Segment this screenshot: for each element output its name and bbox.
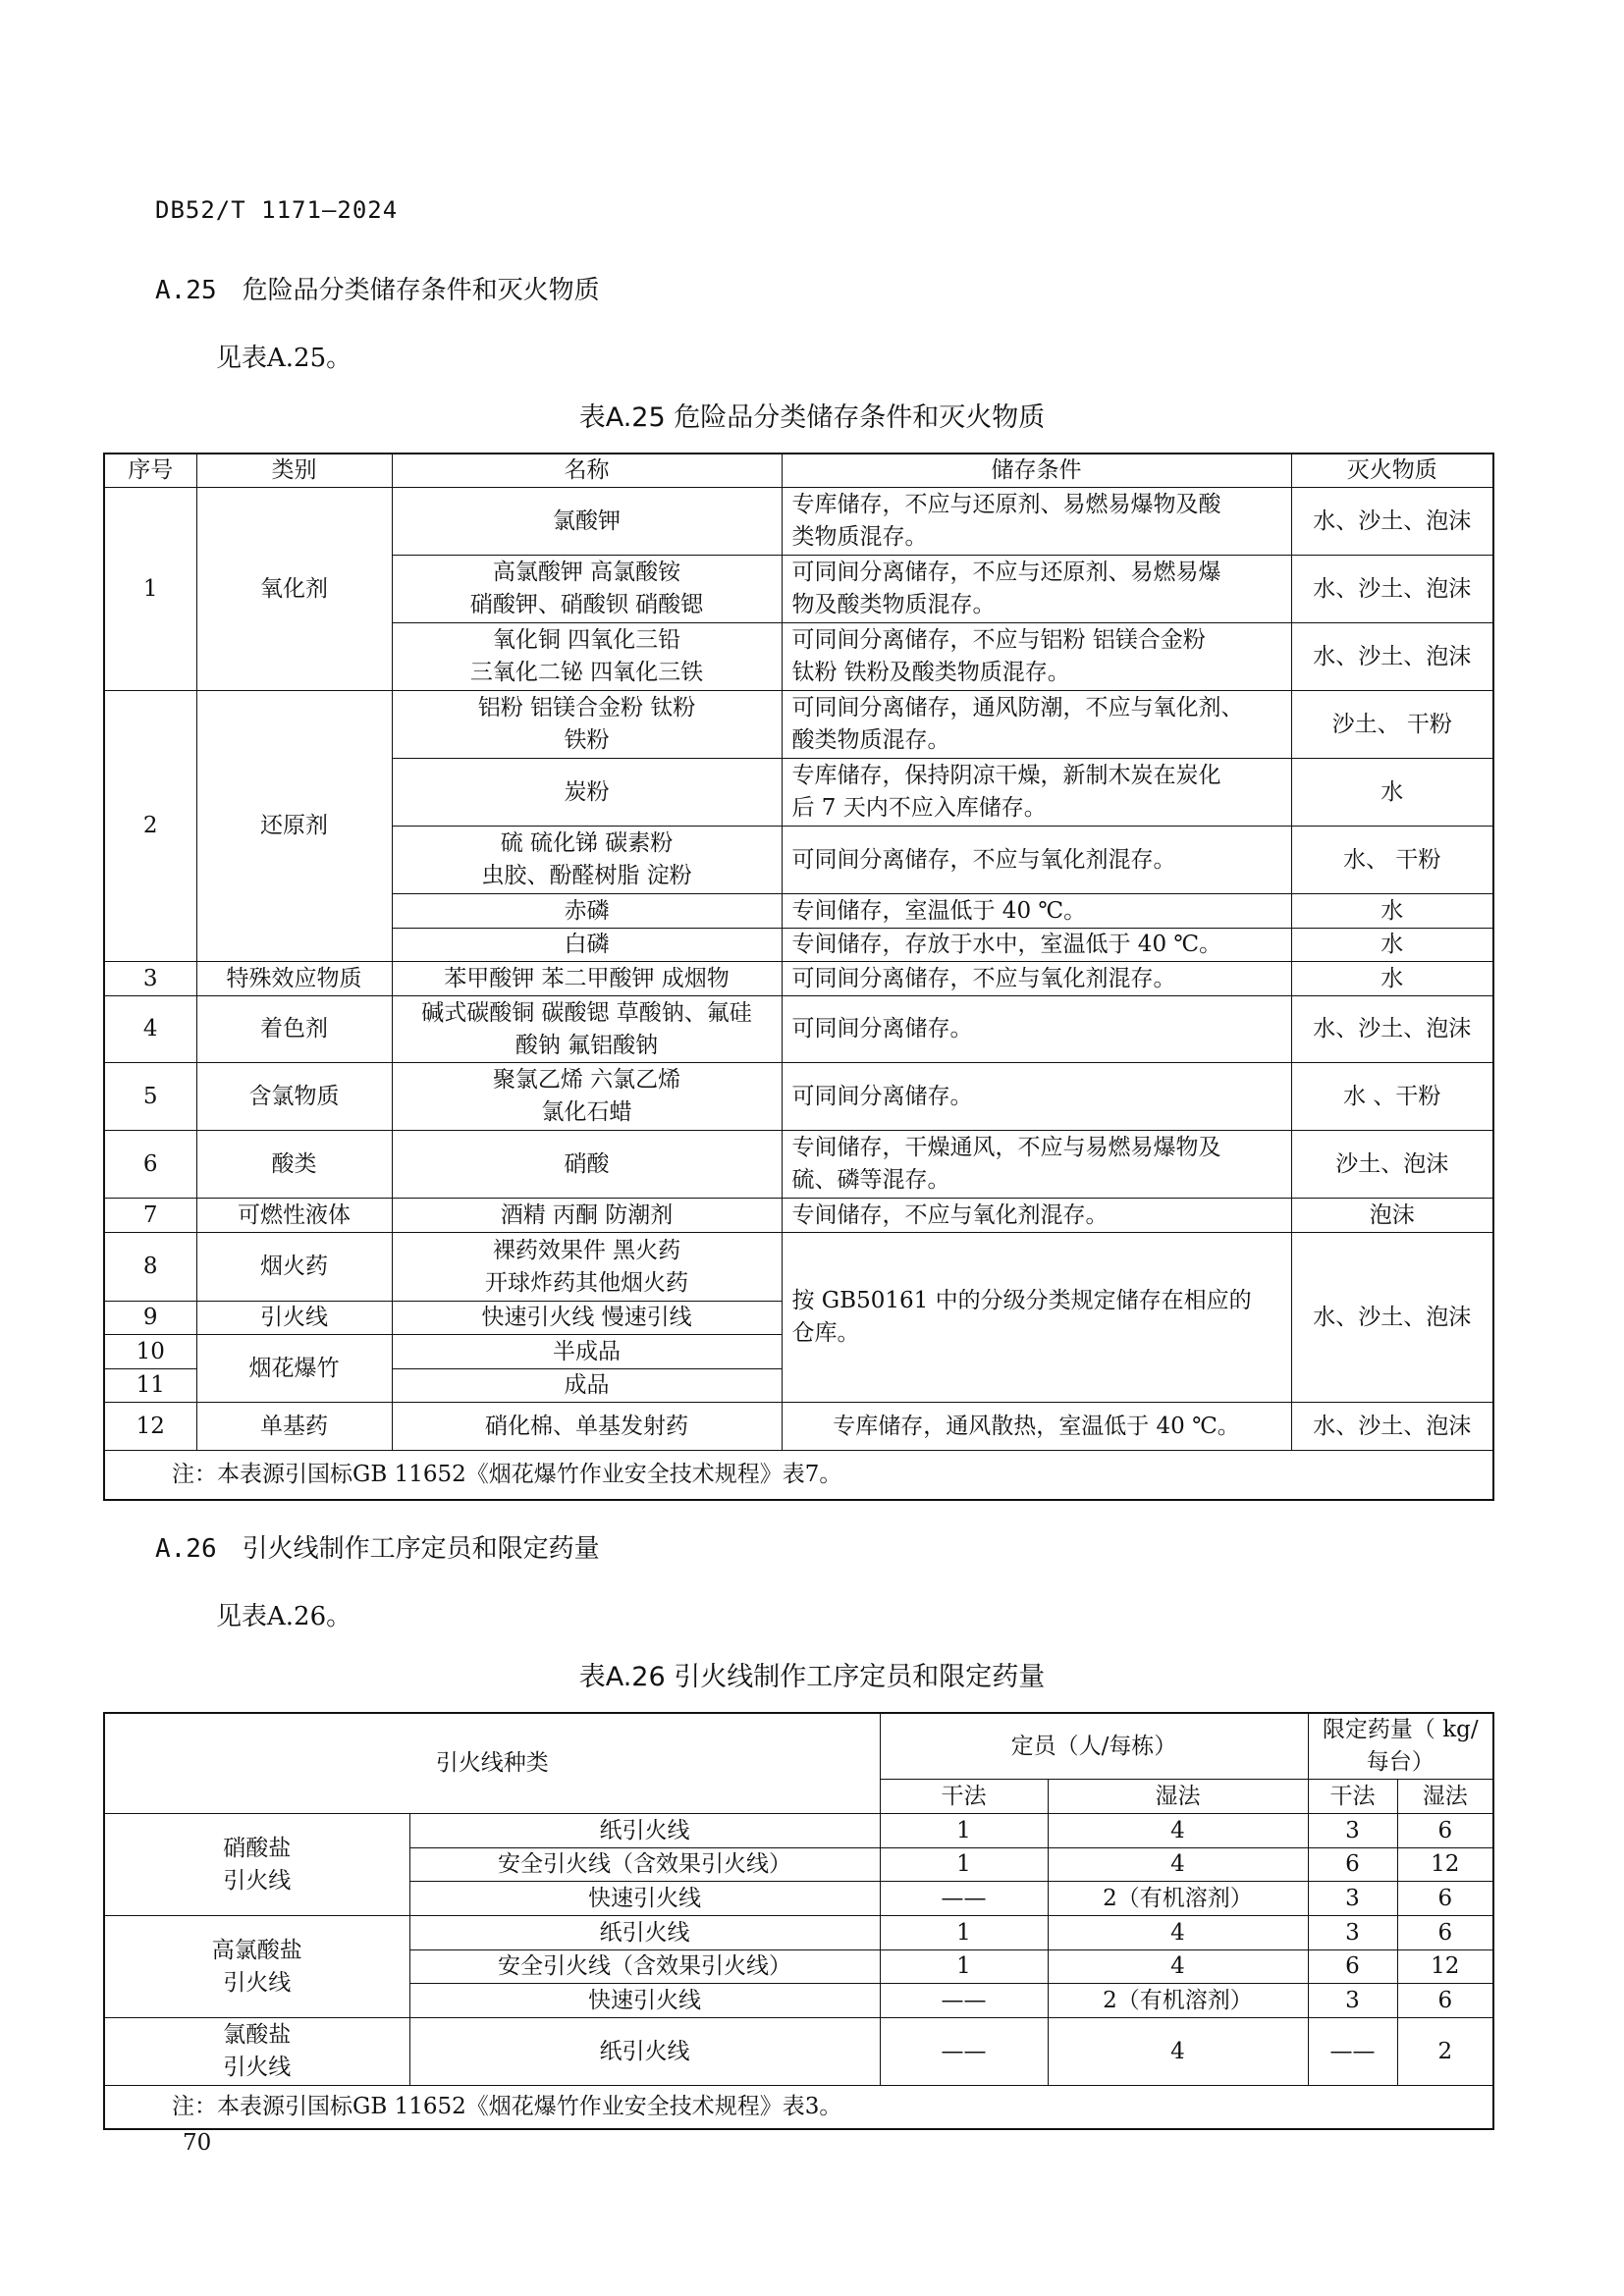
hazard-storage-table <box>103 453 1494 1501</box>
table-note: 注：本表源引国标GB 11652《烟花爆竹作业安全技术规程》表7。 <box>104 1451 1493 1500</box>
table-reference-paragraph: 见表A.25。 <box>216 344 352 373</box>
serial-cell: 3 <box>104 962 196 996</box>
category-cell: 酸类 <box>196 1131 392 1199</box>
table-row <box>104 1131 1493 1199</box>
name-cell: 苯甲酸钾 苯二甲酸钾 成烟物 <box>392 962 782 996</box>
extinguisher-cell: 水、沙土、泡沫 <box>1291 996 1493 1063</box>
table-note: 注：本表源引国标GB 11652《烟花爆竹作业安全技术规程》表3。 <box>104 2086 1493 2129</box>
value-cell: 4 <box>1048 1848 1308 1882</box>
section-number: A.25 <box>155 276 217 305</box>
condition-line: 可同间分离储存，不应与铝粉 铝镁合金粉 <box>791 627 1206 653</box>
table-row <box>104 1063 1493 1131</box>
table-row <box>104 1916 1493 1950</box>
extinguisher-cell: 水 <box>1291 759 1493 827</box>
fuse-group-cell <box>104 2018 409 2086</box>
extinguisher-cell: 水、沙土、泡沫 <box>1291 1233 1493 1403</box>
category-cell: 特殊效应物质 <box>196 962 392 996</box>
condition-line: 可同间分离储存，不应与还原剂、易燃易爆 <box>791 560 1221 585</box>
condition-line: 专间储存，干燥通风，不应与易燃易爆物及 <box>791 1135 1221 1160</box>
extinguisher-cell: 水 、干粉 <box>1291 1063 1493 1131</box>
value-cell: 2（有机溶剂） <box>1048 1984 1308 2018</box>
table-row <box>104 488 1493 556</box>
value-cell: —— <box>880 2018 1048 2086</box>
name-cell <box>392 623 782 691</box>
extinguisher-cell: 水 <box>1291 894 1493 929</box>
fuse-staffing-table <box>103 1712 1494 2130</box>
name-cell <box>392 556 782 623</box>
condition-line: 可同间分离储存，通风防潮，不应与氧化剂、 <box>791 695 1244 721</box>
fuse-type-cell: 纸引火线 <box>409 2018 880 2086</box>
storage-condition-cell: 可同间分离储存，不应与氧化剂混存。 <box>782 827 1291 894</box>
group-line: 引火线 <box>223 1969 292 1996</box>
extinguisher-cell: 泡沫 <box>1291 1199 1493 1233</box>
condition-line: 类物质混存。 <box>791 524 928 550</box>
value-cell: 4 <box>1048 2018 1308 2086</box>
storage-condition-cell <box>782 759 1291 827</box>
extinguisher-cell: 水、沙土、泡沫 <box>1291 623 1493 691</box>
header-cell: 限定药量（ kg/每台） <box>1308 1713 1493 1780</box>
table-row <box>104 2018 1493 2086</box>
value-cell: 6 <box>1308 1950 1397 1984</box>
table-row <box>104 1403 1493 1451</box>
fuse-group-cell <box>104 1814 409 1916</box>
category-cell: 烟花爆竹 <box>196 1335 392 1403</box>
header-cell: 储存条件 <box>782 454 1291 488</box>
name-cell <box>392 996 782 1063</box>
name-cell: 炭粉 <box>392 759 782 827</box>
condition-line: 专库储存，保持阴凉干燥，新制木炭在炭化 <box>791 763 1221 788</box>
serial-cell: 4 <box>104 996 196 1063</box>
storage-condition-cell: 可同间分离储存，不应与氧化剂混存。 <box>782 962 1291 996</box>
table-note-row <box>104 1451 1493 1500</box>
storage-condition-cell <box>782 623 1291 691</box>
section-title: 危险品分类储存条件和灭火物质 <box>242 276 600 305</box>
storage-condition-cell: 专间储存，不应与氧化剂混存。 <box>782 1199 1291 1233</box>
value-cell: 4 <box>1048 1814 1308 1848</box>
header-cell: 名称 <box>392 454 782 488</box>
name-line: 开球炸药其他烟火药 <box>485 1269 688 1296</box>
table-caption-a26: 表A.26 引火线制作工序定员和限定药量 <box>578 1662 1046 1692</box>
value-cell: 6 <box>1397 1916 1493 1950</box>
group-line: 硝酸盐 <box>223 1835 292 1861</box>
storage-condition-cell: 专库储存，通风散热，室温低于 40 ℃。 <box>782 1403 1291 1451</box>
header-cell: 定员（人/每栋） <box>880 1713 1308 1780</box>
value-cell: 3 <box>1308 1984 1397 2018</box>
storage-condition-cell: 可同间分离储存。 <box>782 996 1291 1063</box>
name-line: 高氯酸钾 高氯酸铵 <box>492 560 681 585</box>
storage-condition-cell <box>782 1131 1291 1199</box>
name-line: 铁粉 <box>564 727 610 753</box>
name-line: 酸钠 氟铝酸钠 <box>514 1032 659 1058</box>
header-cell: 干法 <box>1308 1780 1397 1814</box>
value-cell: —— <box>880 1984 1048 2018</box>
value-cell: 2 <box>1397 2018 1493 2086</box>
extinguisher-cell: 水、沙土、泡沫 <box>1291 556 1493 623</box>
value-cell: 1 <box>880 1814 1048 1848</box>
value-cell: 6 <box>1308 1848 1397 1882</box>
extinguisher-cell: 水 <box>1291 962 1493 996</box>
storage-condition-cell: 专间储存，存放于水中，室温低于 40 ℃。 <box>782 929 1291 962</box>
document-code-header: DB52/T 1171—2024 <box>155 196 399 224</box>
condition-line: 专库储存，不应与还原剂、易燃易爆物及酸 <box>791 492 1221 517</box>
name-cell <box>392 1063 782 1131</box>
table-note-row <box>104 2086 1493 2129</box>
group-line: 氯酸盐 <box>223 2022 292 2048</box>
serial-cell: 2 <box>104 691 196 962</box>
condition-line: 按 GB50161 中的分级分类规定储存在相应的 <box>791 1288 1252 1313</box>
name-line: 铝粉 铝镁合金粉 钛粉 <box>477 695 696 721</box>
serial-cell: 5 <box>104 1063 196 1131</box>
extinguisher-cell: 水 <box>1291 929 1493 962</box>
header-cell: 序号 <box>104 454 196 488</box>
table-row <box>104 962 1493 996</box>
condition-line: 钛粉 铁粉及酸类物质混存。 <box>791 660 1070 685</box>
table-row <box>104 1199 1493 1233</box>
condition-line: 后 7 天内不应入库储存。 <box>791 795 1047 821</box>
value-cell: —— <box>880 1882 1048 1916</box>
name-cell: 赤磷 <box>392 894 782 929</box>
condition-line: 硫、磷等混存。 <box>791 1167 950 1193</box>
storage-condition-cell: 可同间分离储存。 <box>782 1063 1291 1131</box>
header-cell: 灭火物质 <box>1291 454 1493 488</box>
name-cell: 快速引火线 慢速引线 <box>392 1302 782 1335</box>
extinguisher-cell: 水、沙土、泡沫 <box>1291 1403 1493 1451</box>
value-cell: 4 <box>1048 1916 1308 1950</box>
fuse-type-cell: 快速引火线 <box>409 1882 880 1916</box>
value-cell: 3 <box>1308 1814 1397 1848</box>
serial-cell: 8 <box>104 1233 196 1302</box>
table-header-row <box>104 454 1493 488</box>
value-cell: 12 <box>1397 1950 1493 1984</box>
condition-line: 物及酸类物质混存。 <box>791 592 996 617</box>
value-cell: 1 <box>880 1916 1048 1950</box>
name-cell: 成品 <box>392 1369 782 1403</box>
value-cell: 12 <box>1397 1848 1493 1882</box>
category-cell: 烟火药 <box>196 1233 392 1302</box>
value-cell: 1 <box>880 1950 1048 1984</box>
table-row <box>104 1814 1493 1848</box>
storage-condition-cell <box>782 1233 1291 1403</box>
section-number: A.26 <box>155 1534 217 1564</box>
value-cell: 6 <box>1397 1814 1493 1848</box>
extinguisher-cell: 沙土、 干粉 <box>1291 691 1493 759</box>
section-heading-a25 <box>155 270 600 306</box>
category-cell: 含氯物质 <box>196 1063 392 1131</box>
header-cell: 引火线种类 <box>104 1713 880 1814</box>
header-cell: 湿法 <box>1048 1780 1308 1814</box>
name-line: 碱式碳酸铜 碳酸锶 草酸钠、氟硅 <box>421 999 752 1026</box>
name-cell: 硝酸 <box>392 1131 782 1199</box>
name-cell: 硝化棉、单基发射药 <box>392 1403 782 1451</box>
name-line: 氧化铜 四氧化三铅 <box>492 627 681 653</box>
table-row <box>104 1233 1493 1302</box>
name-line: 硫 硫化锑 碳素粉 <box>500 830 674 856</box>
serial-cell: 9 <box>104 1302 196 1335</box>
value-cell: 3 <box>1308 1882 1397 1916</box>
value-cell: 3 <box>1308 1916 1397 1950</box>
category-cell: 引火线 <box>196 1302 392 1335</box>
storage-condition-cell <box>782 556 1291 623</box>
condition-line: 酸类物质混存。 <box>791 727 950 753</box>
name-cell: 白磷 <box>392 929 782 962</box>
table-reference-paragraph: 见表A.26。 <box>216 1602 352 1631</box>
storage-condition-cell <box>782 488 1291 556</box>
group-line: 引火线 <box>223 1867 292 1894</box>
name-line: 三氧化二铋 四氧化三铁 <box>469 660 704 685</box>
serial-cell: 7 <box>104 1199 196 1233</box>
storage-condition-cell: 专间储存，室温低于 40 ℃。 <box>782 894 1291 929</box>
header-cell: 湿法 <box>1397 1780 1493 1814</box>
serial-cell: 10 <box>104 1335 196 1369</box>
serial-cell: 11 <box>104 1369 196 1403</box>
condition-line: 仓库。 <box>791 1320 860 1346</box>
value-cell: —— <box>1308 2018 1397 2086</box>
category-cell: 氧化剂 <box>196 488 392 691</box>
value-cell: 4 <box>1048 1950 1308 1984</box>
category-cell: 可燃性液体 <box>196 1199 392 1233</box>
storage-condition-cell <box>782 691 1291 759</box>
fuse-type-cell: 快速引火线 <box>409 1984 880 2018</box>
group-line: 高氯酸盐 <box>211 1937 302 1963</box>
header-cell: 类别 <box>196 454 392 488</box>
value-cell: 2（有机溶剂） <box>1048 1882 1308 1916</box>
extinguisher-cell: 水、沙土、泡沫 <box>1291 488 1493 556</box>
fuse-type-cell: 安全引火线（含效果引火线） <box>409 1848 880 1882</box>
header-cell: 干法 <box>880 1780 1048 1814</box>
table-row <box>104 996 1493 1063</box>
name-cell <box>392 488 782 556</box>
section-heading-a26 <box>155 1528 600 1565</box>
group-line: 引火线 <box>223 2055 292 2080</box>
category-cell: 着色剂 <box>196 996 392 1063</box>
page-number: 70 <box>183 2130 212 2156</box>
table-header-row <box>104 1713 1493 1780</box>
fuse-type-cell: 安全引火线（含效果引火线） <box>409 1950 880 1984</box>
serial-cell: 6 <box>104 1131 196 1199</box>
name-cell <box>392 691 782 759</box>
name-line: 虫胶、酚醛树脂 淀粉 <box>481 863 692 888</box>
category-cell: 还原剂 <box>196 691 392 962</box>
value-cell: 1 <box>880 1848 1048 1882</box>
value-cell: 6 <box>1397 1984 1493 2018</box>
serial-cell: 12 <box>104 1403 196 1451</box>
table-caption-a25: 表A.25 危险品分类储存条件和灭火物质 <box>578 402 1046 433</box>
name-cell <box>392 827 782 894</box>
name-cell: 酒精 丙酮 防潮剂 <box>392 1199 782 1233</box>
category-cell: 单基药 <box>196 1403 392 1451</box>
fuse-type-cell: 纸引火线 <box>409 1916 880 1950</box>
fuse-group-cell <box>104 1916 409 2018</box>
extinguisher-cell: 沙土、泡沫 <box>1291 1131 1493 1199</box>
name-line: 氯化石蜡 <box>541 1099 632 1125</box>
serial-cell: 1 <box>104 488 196 691</box>
section-title: 引火线制作工序定员和限定药量 <box>242 1534 600 1564</box>
value-cell: 6 <box>1397 1882 1493 1916</box>
name-line: 聚氯乙烯 六氯乙烯 <box>492 1067 681 1093</box>
name-line: 氯酸钾 <box>553 507 621 534</box>
table-row <box>104 691 1493 759</box>
name-cell <box>392 1233 782 1302</box>
fuse-type-cell: 纸引火线 <box>409 1814 880 1848</box>
extinguisher-cell: 水、 干粉 <box>1291 827 1493 894</box>
name-line: 裸药效果件 黑火药 <box>492 1237 681 1263</box>
name-cell: 半成品 <box>392 1335 782 1369</box>
name-line: 硝酸钾、硝酸钡 硝酸锶 <box>469 592 704 617</box>
